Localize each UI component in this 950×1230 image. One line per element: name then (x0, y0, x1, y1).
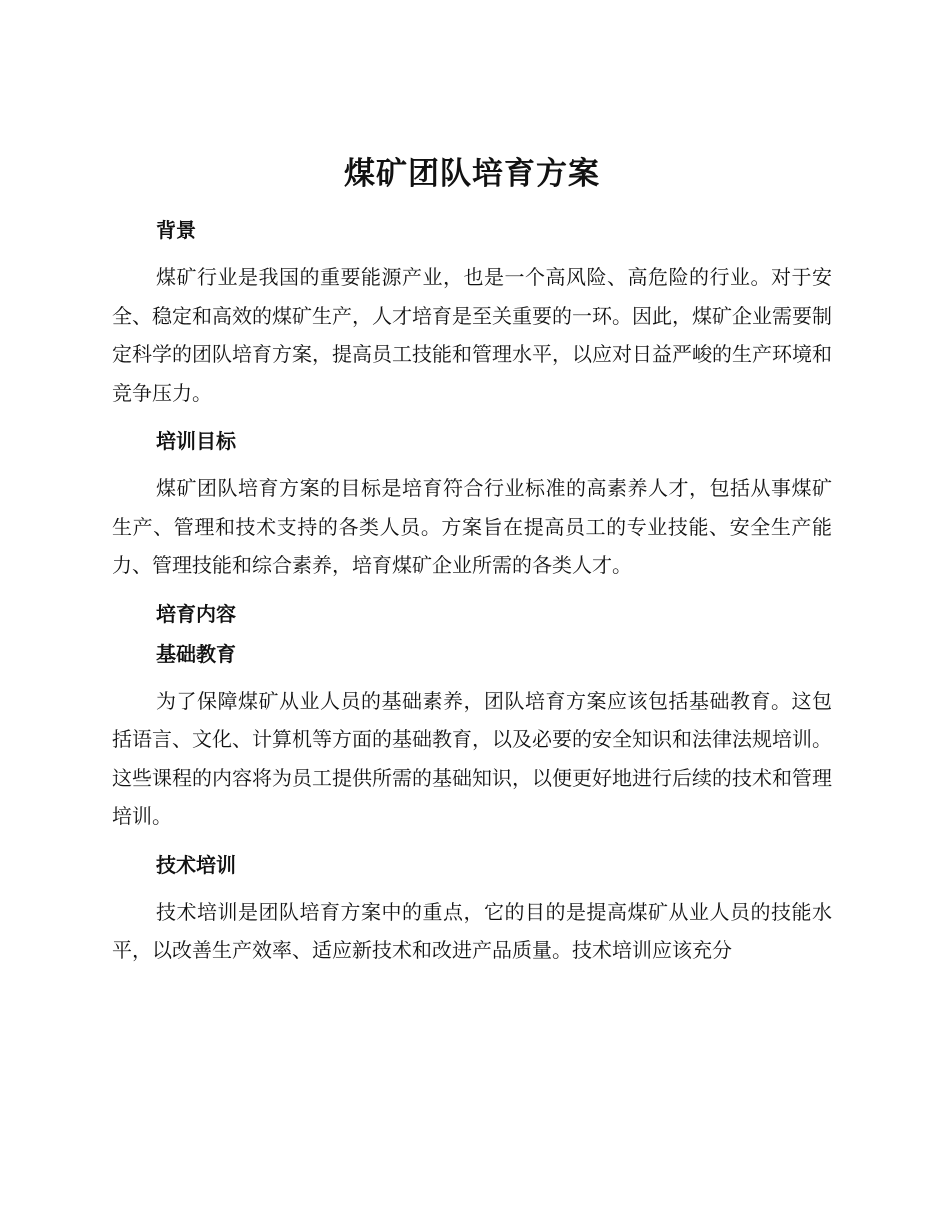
section-paragraph-training-goals: 煤矿团队培育方案的目标是培育符合行业标准的高素养人才，包括从事煤矿生产、管理和技术支持的各类人员。方案旨在提高员工的专业技能、安全生产能力、管理技能和综合素养，培育煤矿企业所需的各类人才。 (112, 476, 832, 577)
section-paragraph-technical-training: 技术培训是团队培育方案中的重点，它的目的是提高煤矿从业人员的技能水平，以改善生产效率、适应新技术和改进产品质量。技术培训应该充分 (112, 899, 832, 962)
section-heading-background: 背景 (156, 218, 196, 242)
section-heading-basic-education: 基础教育 (156, 641, 236, 666)
document-page (112, 148, 832, 987)
section-paragraph-basic-education: 为了保障煤矿从业人员的基础素养，团队培育方案应该包括基础教育。这包括语言、文化、计算机等方面的基础教育，以及必要的安全知识和法律法规培训。这些课程的内容将为员工提供所需的基础知识，以便更好地进行后续的技术和管理培训。 (112, 688, 832, 828)
section-heading-technical-training: 技术培训 (156, 852, 236, 877)
section-paragraph-background: 煤矿行业是我国的重要能源产业，也是一个高风险、高危险的行业。对于安全、稳定和高效的煤矿生产，人才培育是至关重要的一环。因此，煤矿企业需要制定科学的团队培育方案，提高员工技能和管理水平，以应对日益严峻的生产环境和竞争压力。 (112, 265, 832, 405)
section-heading-training-content: 培育内容 (156, 601, 236, 626)
document-title: 煤矿团队培育方案 (344, 156, 600, 192)
section-heading-training-goals: 培训目标 (156, 429, 236, 453)
